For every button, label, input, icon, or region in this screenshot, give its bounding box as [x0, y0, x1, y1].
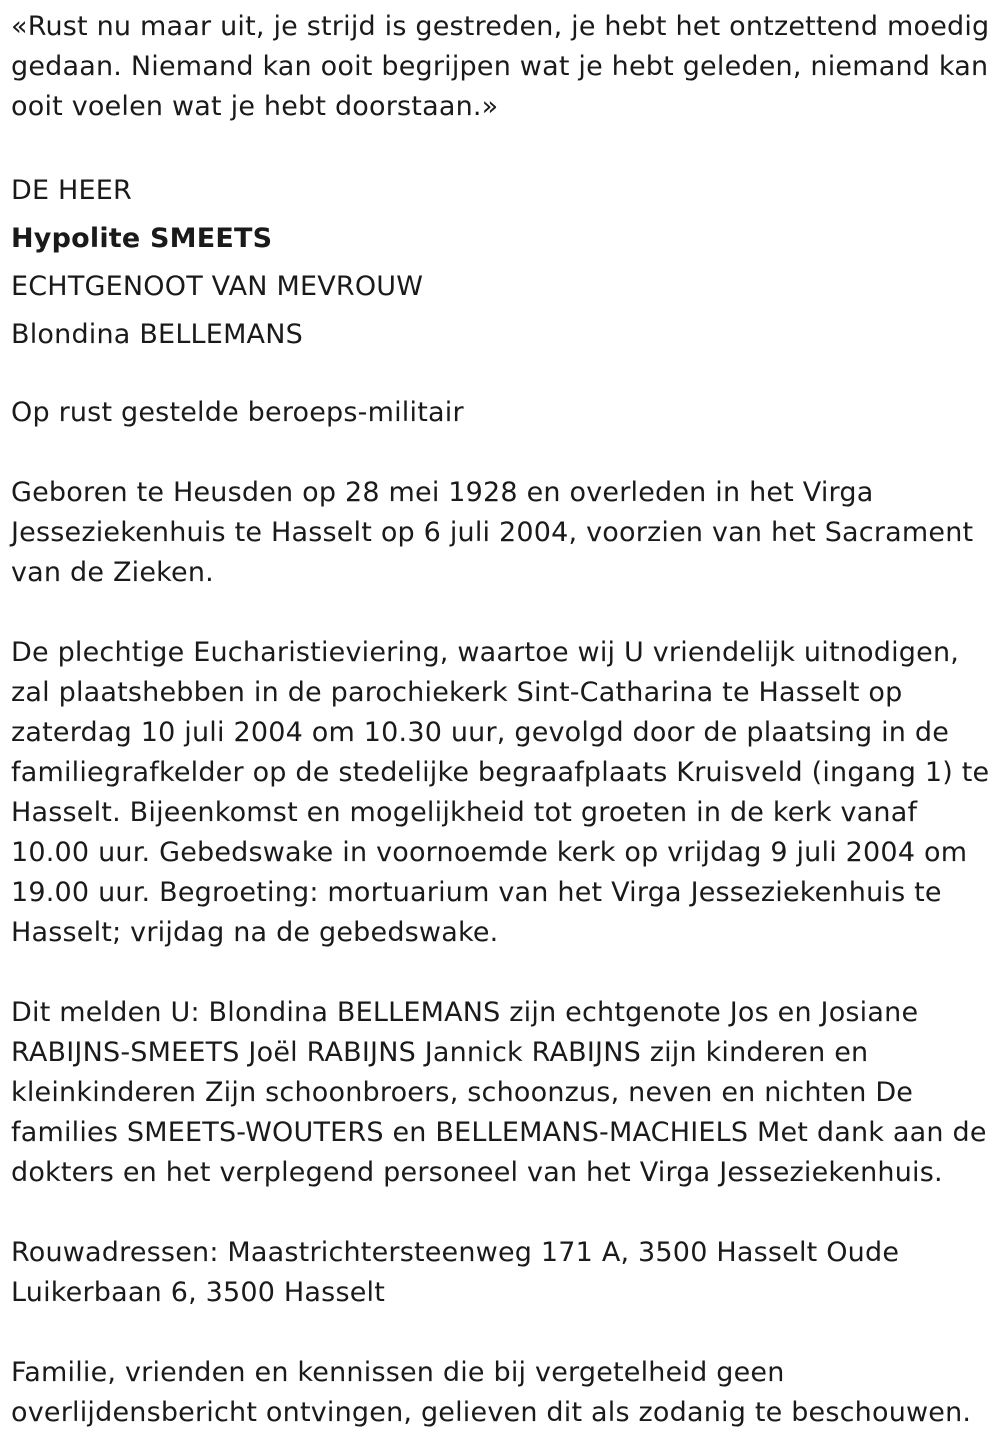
- announcement-paragraph: Dit melden U: Blondina BELLEMANS zijn echtgenote Jos en Josiane RABIJNS-SMEETS Joël RABIJNS Jannick RABIJNS zijn kinderen en kleinkinderen Zijn schoonbroers, schoonzus, neven en nichten De families SMEETS-WOUTERS en BELLEMANS-MACHIELS Met dank aan de dokters en het verplegend personeel van het Virga Jesseziekenhuis.: [11, 997, 987, 1188]
- relation-line: ECHTGENOOT VAN MEVROUW: [11, 271, 424, 302]
- spacer: [11, 1193, 996, 1233]
- occupation: Op rust gestelde beroeps-militair: [11, 397, 464, 428]
- spacer: [11, 593, 996, 633]
- spacer: [11, 953, 996, 993]
- closing-paragraph: Familie, vrienden en kennissen die bij vergetelheid geen overlijdensbericht ontvingen, gelieven dit als zodanig te beschouwen.: [11, 1357, 972, 1428]
- ceremony-paragraph: De plechtige Eucharistieviering, waartoe wij U vriendelijk uitnodigen, zal plaatshebben in de parochiekerk Sint-Catharina te Hasselt op zaterdag 10 juli 2004 om 10.30 uur, gevolgd door de plaatsing in de familiegrafkelder op de stedelijke begraafplaats Kruisveld (ingang 1) te Hasselt. Bijeenkomst en mogelijkheid tot groeten in de kerk vanaf 10.00 uur. Gebedswake in voornoemde kerk op vrijdag 9 juli 2004 om 19.00 uur. Begroeting: mortuarium van het Virga Jesseziekenhuis te Hasselt; vrijdag na de gebedswake.: [11, 637, 990, 948]
- spacer: [11, 359, 996, 393]
- spacer: [11, 433, 996, 473]
- title-line: DE HEER: [11, 175, 133, 206]
- opening-quote: «Rust nu maar uit, je strijd is gestreden, je hebt het ontzettend moedig gedaan. Niemand kan ooit begrijpen wat je hebt geleden, niemand kan ooit voelen wat je hebt doorstaan.»: [11, 11, 990, 122]
- deceased-name: Hypolite SMEETS: [11, 223, 273, 254]
- obituary-document: [11, 7, 996, 1433]
- birth-death-paragraph: Geboren te Heusden op 28 mei 1928 en overleden in het Virga Jesseziekenhuis te Hasselt op 6 juli 2004, voorzien van het Sacrament van de Zieken.: [11, 477, 974, 588]
- addresses-paragraph: Rouwadressen: Maastrichtersteenweg 171 A, 3500 Hasselt Oude Luikerbaan 6, 3500 Hasselt: [11, 1237, 900, 1308]
- spacer: [11, 127, 996, 167]
- spouse-name: Blondina BELLEMANS: [11, 319, 303, 350]
- spacer: [11, 1313, 996, 1353]
